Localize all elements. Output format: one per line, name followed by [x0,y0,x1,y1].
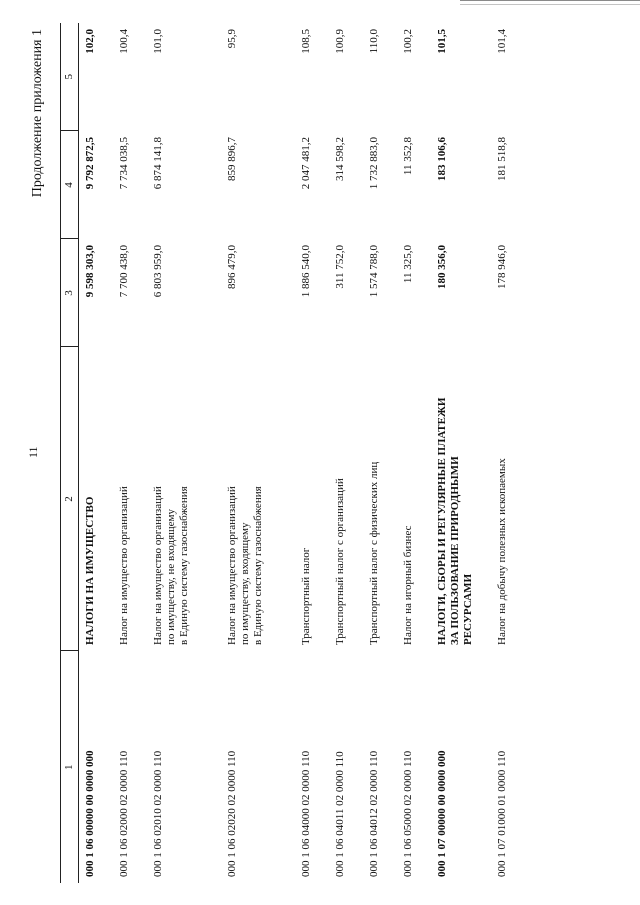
row-plan: 9 598 303,0 [84,244,96,297]
header-col-2: 2 [61,347,79,651]
row-name: Транспортный налог с физических лиц [368,461,380,645]
row-plan: 1 886 540,0 [300,244,312,297]
row-plan: 1 574 788,0 [368,244,380,297]
page-number: 11 [26,445,40,458]
table-header-row [61,23,79,883]
row-actual: 1 732 883,0 [368,136,380,189]
rotated-page [20,23,620,883]
row-code: 000 1 06 02020 02 0000 110 [226,750,238,877]
row-name: Налог на игорный бизнес [402,525,414,645]
row-plan: 11 325,0 [402,244,414,283]
row-code: 000 1 07 00000 00 0000 000 [436,750,448,877]
table-row [329,23,363,883]
row-name: Налог на имущество организаций по имуществу, не входящему в Единую систему газоснабжения [152,485,190,645]
row-plan: 311 752,0 [334,244,346,289]
row-percent: 100,9 [334,28,346,54]
header-col-1: 1 [61,651,79,883]
row-code: 000 1 07 01000 01 0000 110 [496,750,508,877]
row-code: 000 1 06 05000 02 0000 110 [402,750,414,877]
row-percent: 100,2 [402,28,414,54]
header-col-3: 3 [61,239,79,347]
row-code: 000 1 06 04011 02 0000 110 [334,750,346,877]
row-percent: 102,0 [84,28,96,54]
header-col-4: 4 [61,131,79,239]
row-actual: 183 106,6 [436,136,448,181]
row-plan: 896 479,0 [226,244,238,289]
row-percent: 101,0 [152,28,164,54]
scan-edge-line [460,0,640,5]
table-row [431,23,491,883]
row-name: Транспортный налог [300,547,312,645]
row-plan: 6 803 959,0 [152,244,164,297]
row-name: Налог на имущество организаций по имуществу, входящему в Единую систему газоснабжения [226,485,264,645]
table-row [113,23,147,883]
row-percent: 110,0 [368,28,380,53]
row-percent: 95,9 [226,28,238,48]
row-code: 000 1 06 02000 02 0000 110 [118,750,130,877]
row-actual: 9 792 872,5 [84,136,96,189]
row-actual: 11 352,8 [402,136,414,175]
row-name: Транспортный налог с организаций [334,477,346,645]
row-actual: 314 598,2 [334,136,346,181]
row-name: НАЛОГИ НА ИМУЩЕСТВО [84,496,96,645]
row-code: 000 1 06 02010 02 0000 110 [152,750,164,877]
row-actual: 181 518,8 [496,136,508,181]
table-row [397,23,431,883]
header-col-5: 5 [61,23,79,131]
row-plan: 7 700 438,0 [118,244,130,297]
row-actual: 6 874 141,8 [152,136,164,189]
row-actual: 2 047 481,2 [300,136,312,189]
row-actual: 7 734 038,5 [118,136,130,189]
table-row [295,23,329,883]
row-actual: 859 896,7 [226,136,238,181]
table-row [363,23,397,883]
row-code: 000 1 06 04000 02 0000 110 [300,750,312,877]
row-percent: 101,4 [496,28,508,54]
row-plan: 178 946,0 [496,244,508,289]
row-name: Налог на добычу полезных ископаемых [496,457,508,645]
row-code: 000 1 06 04012 02 0000 110 [368,750,380,877]
row-code: 000 1 06 00000 00 0000 000 [84,750,96,877]
budget-table [60,23,523,883]
row-name: Налог на имущество организаций [118,485,130,645]
table-row [221,23,295,883]
row-plan: 180 356,0 [436,244,448,289]
table-row [491,23,523,883]
row-percent: 101,5 [436,28,448,54]
row-name: НАЛОГИ, СБОРЫ И РЕГУЛЯРНЫЕ ПЛАТЕЖИ ЗА ПОЛЬЗОВАНИЕ ПРИРОДНЫМИ РЕСУРСАМИ [436,397,474,645]
row-percent: 108,5 [300,28,312,54]
table-row [147,23,221,883]
table-row [79,23,114,883]
appendix-caption: Продолжение приложения 1 [30,28,45,197]
row-percent: 100,4 [118,28,130,54]
